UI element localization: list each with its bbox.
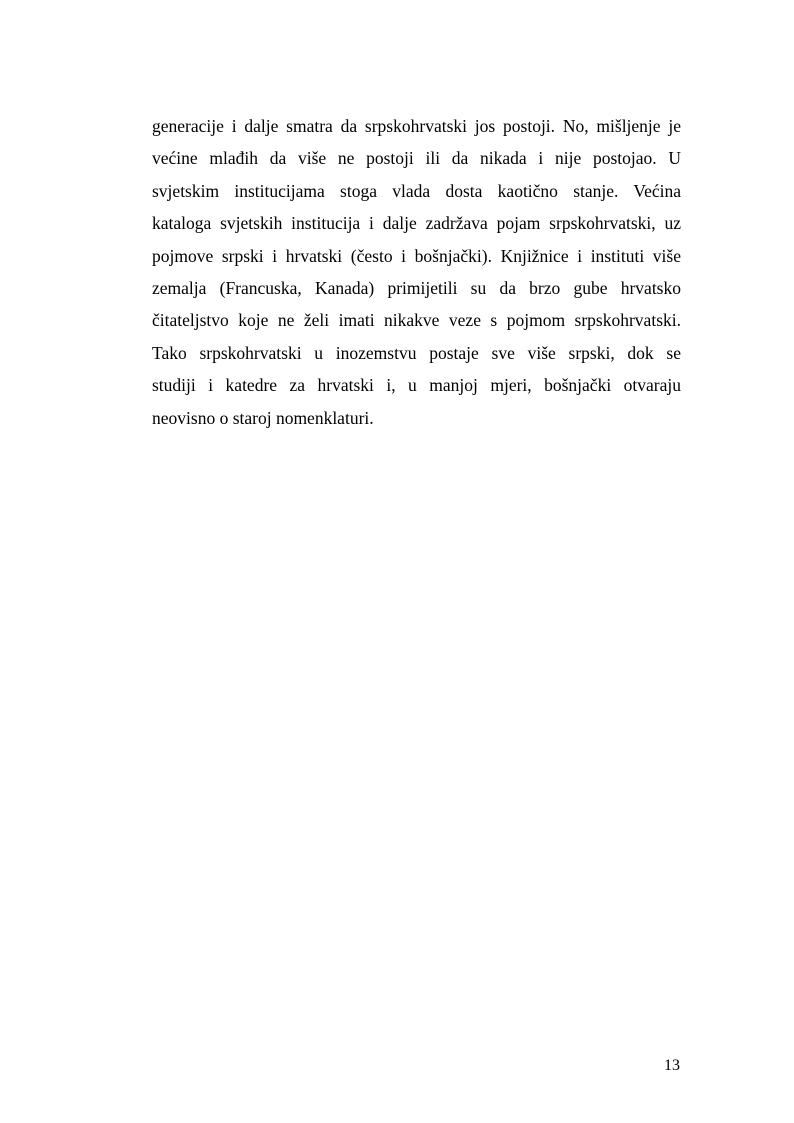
page-number: 13: [664, 1057, 680, 1074]
body-paragraph: [152, 110, 681, 434]
paragraph-line: neovisno o staroj nomenklaturi.: [152, 407, 374, 428]
paragraph-line: zemalja (Francuska, Kanada) primijetili su da brzo gube hrvatsko: [152, 277, 681, 298]
paragraph-line: pojmove srpski i hrvatski (često i bošnjački). Knjižnice i instituti više: [152, 245, 681, 266]
paragraph-line: kataloga svjetskih institucija i dalje zadržava pojam srpskohrvatski, uz: [152, 213, 681, 234]
paragraph-line: generacije i dalje smatra da srpskohrvatski jos postoji. No, mišljenje je: [152, 116, 681, 136]
paragraph-line: Tako srpskohrvatski u inozemstvu postaje sve više srpski, dok se: [152, 342, 681, 363]
paragraph-line: većine mlađih da više ne postoji ili da nikada i nije postojao. U: [152, 148, 681, 169]
paragraph-line: svjetskim institucijama stoga vlada dosta kaotično stanje. Većina: [152, 180, 681, 201]
paragraph-line: čitateljstvo koje ne želi imati nikakve veze s pojmom srpskohrvatski.: [152, 310, 681, 331]
paragraph-line: studiji i katedre za hrvatski i, u manjoj mjeri, bošnjački otvaraju: [152, 375, 681, 396]
